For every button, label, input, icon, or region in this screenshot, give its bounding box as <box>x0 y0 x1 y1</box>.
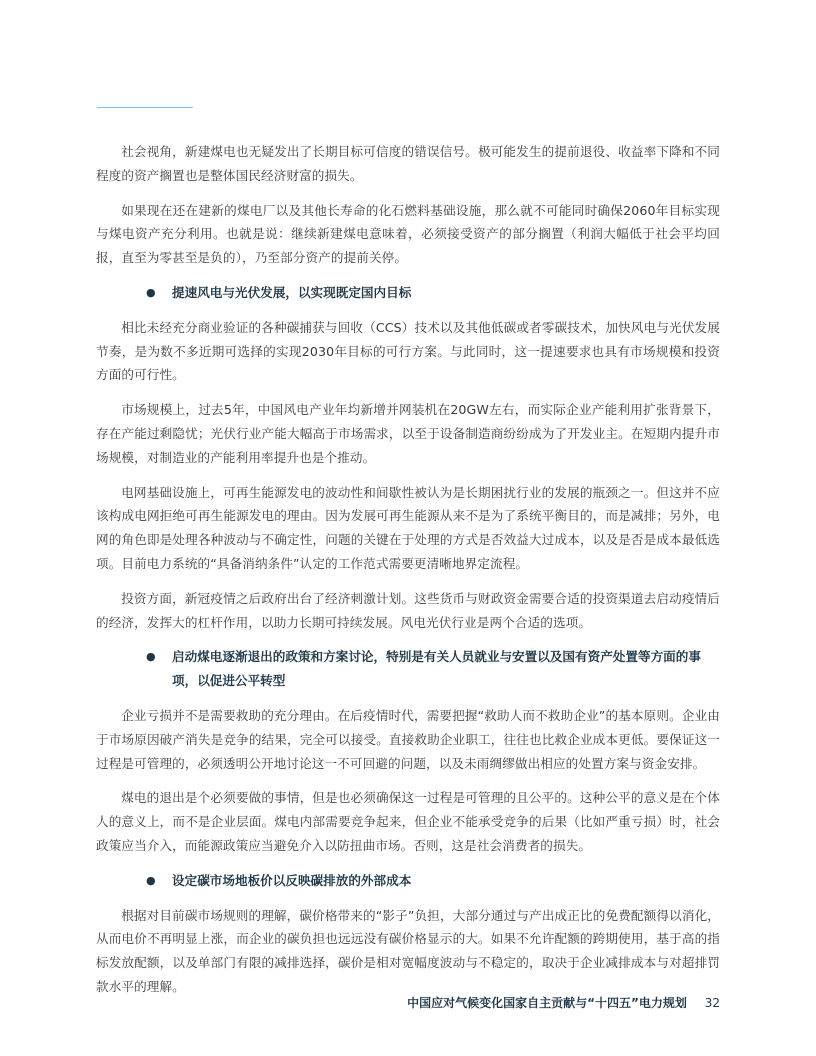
paragraph-coal-exit-fairness: 煤电的退出是个必须要做的事情，但是也必须确保这一过程是可管理的且公平的。这种公平的意义是在个体人的意义上，而不是企业层面。煤电内部需要竞争起来，但企业不能承受竞争的后果（比如严重亏损）时，社会政策应当介入，而能源政策应当避免介入以防扭曲市场。否则，这是社会消费者的损失。 <box>96 790 720 853</box>
paragraph-asset-stranding: 如果现在还在建新的煤电厂以及其他长寿命的化石燃料基础设施，那么就不可能同时确保2060年目标实现与煤电资产充分利用。也就是说：继续新建煤电意味着，必须接受资产的部分搁置（利润大幅低于社会平均回报，直至为零甚至是负的），乃至部分资产的提前关停。 <box>96 202 720 266</box>
bullet-dot-icon: ● <box>146 285 156 299</box>
paragraph-ccs-comparison: 相比未经充分商业验证的各种碳捕获与回收（CCS）技术以及其他低碳或者零碳技术，加快风电与光伏发展节奏，是为数不多近期可选择的实现2030年目标的可行方案。与此同时，这一提速要求也具有市场规模和投资方面的可行性。 <box>96 319 720 383</box>
paragraph-enterprise-losses: 企业亏损并不是需要救助的充分理由。在后疫情时代，需要把握“救助人而不救助企业”的基本原则。企业由于市场原因破产消失是竞争的结果，完全可以接受。直接救助企业职工，往往也比救企业成本更低。要保证这一过程是可管理的，必须透明公开地讨论这一不可回避的问题，以及未雨绸缪做出相应的处置方案与资金安排。 <box>96 707 720 771</box>
paragraph-social-perspective: 社会视角，新建煤电也无疑发出了长期目标可信度的错误信号。极可能发生的提前退役、收益率下降和不同程度的资产搁置也是整体国民经济财富的损失。 <box>96 144 720 183</box>
paragraph-carbon-market: 根据对目前碳市场规则的理解，碳价格带来的“影子”负担，大部分通过与产出成正比的免费配额得以消化，从而电价不再明显上涨，而企业的碳负担也远远没有碳价格显示的大。如果不允许配额的跨期使用，基于高的指标发放配额，以及单部门有限的减排选择，碳价是相对宽幅度波动与不稳定的，取决于企业减排成本与对超排罚款水平的理解。 <box>96 907 720 994</box>
footer-title: 中国应对气候变化国家自主贡献与“十四五”电力规划 <box>407 996 687 1010</box>
top-accent-rule <box>97 107 193 108</box>
bullet-heading-coal-exit <box>96 645 720 693</box>
bullet-heading-carbon-floor <box>96 869 720 893</box>
page-footer <box>407 994 720 1011</box>
page-number: 32 <box>704 996 720 1010</box>
page-body <box>96 140 720 1010</box>
paragraph-market-scale: 市场规模上，过去5年，中国风电产业年均新增并网装机在20GW左右，而实际企业产能利用扩张背景下，存在产能过剩隐忧；光伏行业产能大幅高于市场需求，以至于设备制造商纷纷成为了开发业主。在短期内提升市场规模，对制造业的产能利用率提升也是个推动。 <box>96 402 720 465</box>
bullet-dot-icon: ● <box>146 873 156 887</box>
bullet-heading-wind-solar <box>96 281 720 305</box>
bullet-heading-text: 提速风电与光伏发展，以实现既定国内目标 <box>172 284 412 300</box>
paragraph-investment: 投资方面，新冠疫情之后政府出台了经济刺激计划。这些货币与财政资金需要合适的投资渠道去启动疫情后的经济，发挥大的杠杆作用，以助力长期可持续发展。风电光伏行业是两个合适的选项。 <box>96 590 720 630</box>
bullet-heading-text: 设定碳市场地板价以反映碳排放的外部成本 <box>172 872 412 888</box>
bullet-dot-icon: ● <box>146 650 156 664</box>
bullet-heading-text: 启动煤电逐渐退出的政策和方案讨论，特别是有关人员就业与安置以及国有资产处置等方面的事项，以促进公平转型 <box>172 649 701 689</box>
paragraph-grid-infrastructure: 电网基础设施上，可再生能源发电的波动性和间歇性被认为是长期困扰行业的发展的瓶颈之一。但这并不应该构成电网拒绝可再生能源发电的理由。因为发展可再生能源从来不是为了系统平衡目的，而是减排；另外，电网的角色即是处理各种波动与不确定性，问题的关键在于处理的方式是否效益大过成本，以及是否是成本最低选项。目前电力系统的“具备消纳条件”认定的工作范式需要更清晰地界定流程。 <box>96 484 720 571</box>
